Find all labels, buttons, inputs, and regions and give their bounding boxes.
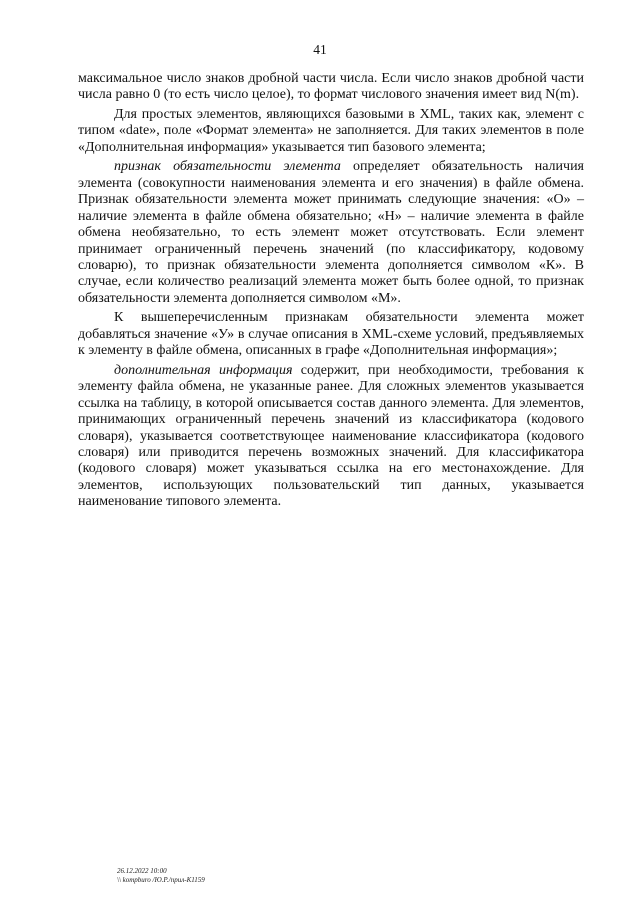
paragraph-required-attribute — [78, 159, 584, 307]
term-additional-info: дополнительная информация — [114, 362, 293, 378]
term-required-attribute: признак обязательности элемента — [114, 159, 341, 175]
footer-date: 26.12.2022 10:00 — [117, 867, 167, 875]
document-body — [78, 71, 584, 511]
page-number: 41 — [313, 42, 327, 57]
paragraph-conditional-value: К вышеперечисленным признакам обязательности элемента может добавляться значение «У» в случае описания в XML-схеме условий, предъявляемых к элементу в файле обмена, описанных в графе «Дополнительная информация»; — [78, 310, 584, 359]
footer-path: \\ kompburo /Ю.Р./прил-К1159 — [117, 876, 205, 884]
footer-stamp — [117, 867, 205, 885]
paragraph-simple-elements: Для простых элементов, являющихся базовыми в XML, таких как, элемент с типом «date», поле «Формат элемента» не заполняется. Для таких элементов в поле «Дополнительная информация» указывается тип базового элемента; — [78, 106, 584, 155]
paragraph-required-attribute-text: определяет обязательность наличия элемента (совокупности наименования элемента и его значения) в файле обмена. Признак обязательности элемента может принимать следующие значения: «О» – наличие элемента в файле обмена обязательно; «Н» – наличие элемента в файле обмена необязательно, то есть элемент может отсутствовать. Если элемент принимает ограниченный перечень значений (по классификатору, кодовому словарю), то признак обязательности элемента дополняется символом «К». В случае, если количество реализаций элемента может быть более одной, то признак обязательности элемента дополняется символом «М». — [78, 159, 584, 306]
paragraph-format-continuation: максимальное число знаков дробной части числа. Если число знаков дробной части числа равно 0 (то есть число целое), то формат числового значения имеет вид N(m). — [78, 71, 584, 103]
paragraph-additional-info — [78, 363, 584, 511]
paragraph-additional-info-text: содержит, при необходимости, требования к элементу файла обмена, не указанные ранее. Для сложных элементов указывается ссылка на таблицу, в которой описывается состав данного элемента. Для элементов, принимающих ограниченный перечень значений из классификатора (кодового словаря), указывается соответствующее наименование классификатора (кодового словаря) или приводится перечень возможных значений. Для классификатора (кодового словаря) может указываться ссылка на его местонахождение. Для элементов, использующих пользовательский тип данных, указывается наименование типового элемента. — [78, 362, 584, 510]
